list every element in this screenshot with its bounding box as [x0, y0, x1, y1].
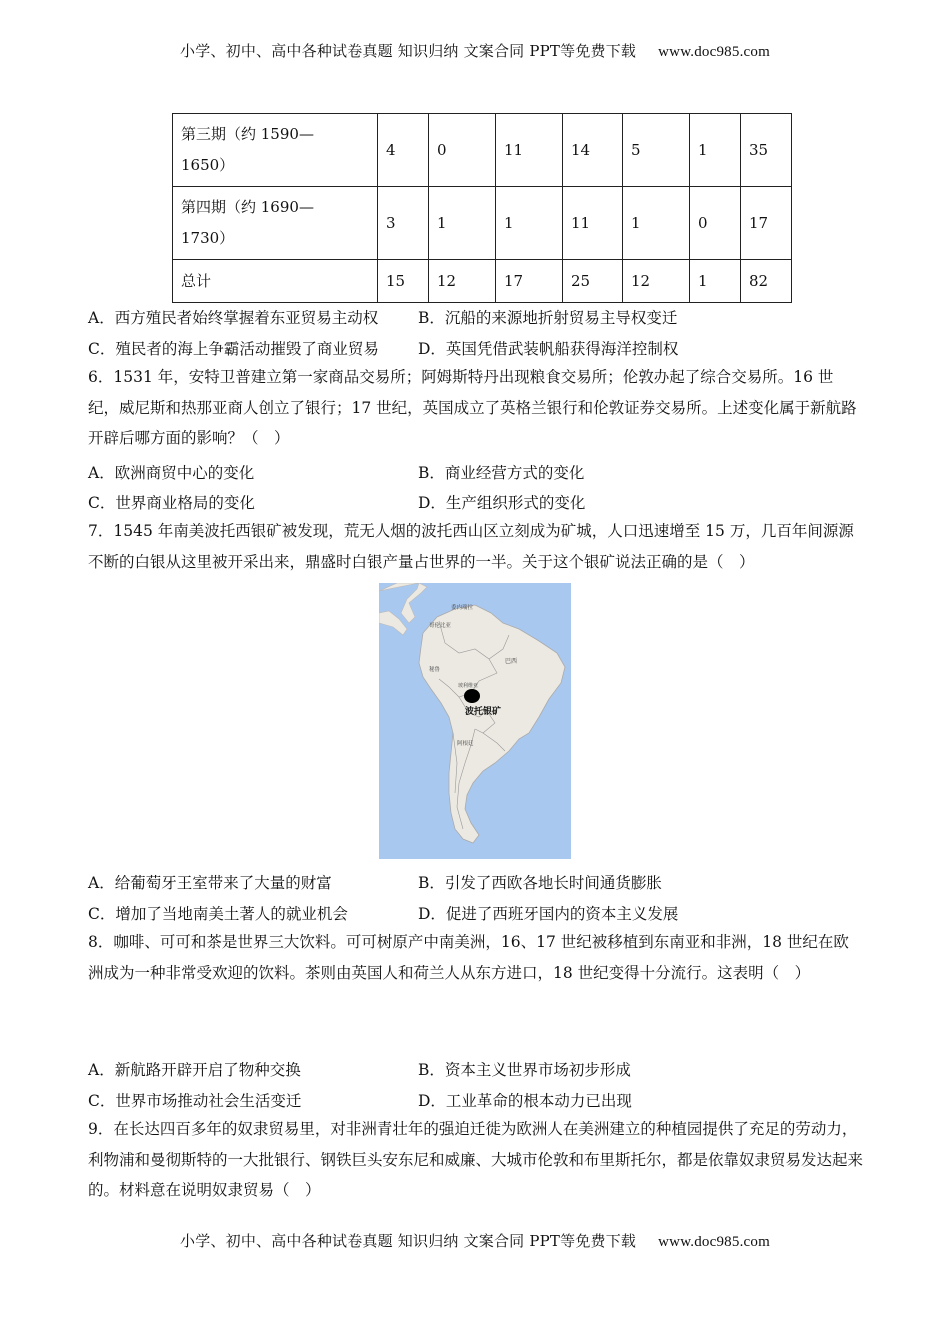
q5-option-b: B．沉船的来源地折射贸易主导权变迁 [418, 309, 678, 327]
q7-stem: 7．1545 年南美波托西银矿被发现，荒无人烟的波托西山区立刻成为矿城，人口迅速增至 15 万，几百年间源源不断的白银从这里被开采出来，鼎盛时白银产量占世界的一半。关于这个银矿说法正确的是（ ） [88, 522, 854, 571]
label-colombia: 哥伦比亚 [429, 623, 452, 629]
page-footer [0, 1230, 950, 1251]
table-cell: 15 [378, 260, 429, 303]
south-america-map [379, 583, 571, 859]
table-cell: 0 [690, 187, 741, 260]
footer-text: 小学、初中、高中各种试卷真题 知识归纳 文案合同 PPT等免费下载 [180, 1232, 637, 1250]
q8-option-a: A．新航路开辟开启了物种交换 [88, 1061, 301, 1079]
table-cell: 11 [563, 187, 623, 260]
q6-stem: 6．1531 年，安特卫普建立第一家商品交易所；阿姆斯特丹出现粮食交易所；伦敦办起了综合交易所。16 世纪，威尼斯和热那亚商人创立了银行；17 世纪，英国成立了英格兰银行和伦敦证券交易所。上述变化属于新航路开辟后哪方面的影响？（ ） [88, 368, 857, 447]
table-cell: 17 [496, 260, 563, 303]
table-cell: 5 [623, 114, 690, 187]
table-cell: 1 [623, 187, 690, 260]
table-cell: 1 [496, 187, 563, 260]
table-cell: 4 [378, 114, 429, 187]
q7-option-a: A．给葡萄牙王室带来了大量的财富 [88, 874, 332, 892]
footer-url[interactable]: www.doc985.com [658, 1234, 770, 1250]
label-bolivia: 玻利维亚 [458, 683, 479, 689]
q6-option-a: A．欧洲商贸中心的变化 [88, 464, 255, 482]
q5-option-c: C．殖民者的海上争霸活动摧毁了商业贸易 [88, 340, 379, 358]
map-graphic [379, 583, 571, 859]
table-cell: 11 [496, 114, 563, 187]
table-cell: 1 [429, 187, 496, 260]
table-cell: 14 [563, 114, 623, 187]
label-mine: 波托银矿 [465, 707, 502, 717]
label-peru: 秘鲁 [429, 667, 441, 673]
table-cell: 0 [429, 114, 496, 187]
row-label: 第四期（约 1690— 1730） [173, 187, 378, 260]
q7-option-b: B．引发了西欧各地长时间通货膨胀 [418, 874, 662, 892]
table-cell: 12 [429, 260, 496, 303]
header-url[interactable]: www.doc985.com [658, 44, 770, 60]
table-cell: 3 [378, 187, 429, 260]
table-cell: 1 [690, 114, 741, 187]
label-argentina: 阿根廷 [457, 741, 474, 747]
table-cell: 12 [623, 260, 690, 303]
q6-option-d: D．生产组织形式的变化 [418, 494, 586, 512]
q8-option-c: C．世界市场推动社会生活变迁 [88, 1092, 302, 1110]
q9-stem: 9．在长达四百多年的奴隶贸易里，对非洲青壮年的强迫迁徙为欧洲人在美洲建立的种植园提供了充足的劳动力，利物浦和曼彻斯特的一大批银行、钢铁巨头安东尼和威廉、大城市伦敦和布里斯托尔，都是依靠奴隶贸易发达起来的。材料意在说明奴隶贸易（ ） [88, 1120, 864, 1199]
q5-option-a: A．西方殖民者始终掌握着东亚贸易主动权 [88, 309, 379, 327]
q5-option-d: D．英国凭借武装帆船获得海洋控制权 [418, 340, 679, 358]
table-cell: 25 [563, 260, 623, 303]
table-row [173, 260, 792, 303]
label-brazil: 巴西 [505, 658, 518, 665]
row-label: 第三期（约 1590— 1650） [173, 114, 378, 187]
q6-option-c: C．世界商业格局的变化 [88, 494, 255, 512]
q8-option-b: B．资本主义世界市场初步形成 [418, 1061, 631, 1079]
q6-option-b: B．商业经营方式的变化 [418, 464, 585, 482]
q7-option-c: C．增加了当地南美土著人的就业机会 [88, 905, 348, 923]
table-cell: 1 [690, 260, 741, 303]
table-row [173, 187, 792, 260]
q8-option-d: D．工业革命的根本动力已出现 [418, 1092, 632, 1110]
table-row [173, 114, 792, 187]
table-cell: 17 [741, 187, 792, 260]
table-cell: 35 [741, 114, 792, 187]
statistics-table [172, 113, 792, 303]
row-label: 总计 [173, 260, 378, 303]
label-venezuela: 委内瑞拉 [451, 605, 474, 611]
table-cell: 82 [741, 260, 792, 303]
page-header [0, 40, 950, 61]
q7-option-d: D．促进了西班牙国内的资本主义发展 [418, 905, 679, 923]
header-text: 小学、初中、高中各种试卷真题 知识归纳 文案合同 PPT等免费下载 [180, 42, 637, 60]
q8-stem: 8．咖啡、可可和茶是世界三大饮料。可可树原产中南美洲，16、17 世纪被移植到东南亚和非洲，18 世纪在欧洲成为一种非常受欢迎的饮料。茶则由英国人和荷兰人从东方进口，18 世纪变得十分流行。这表明（ ） [88, 933, 849, 982]
